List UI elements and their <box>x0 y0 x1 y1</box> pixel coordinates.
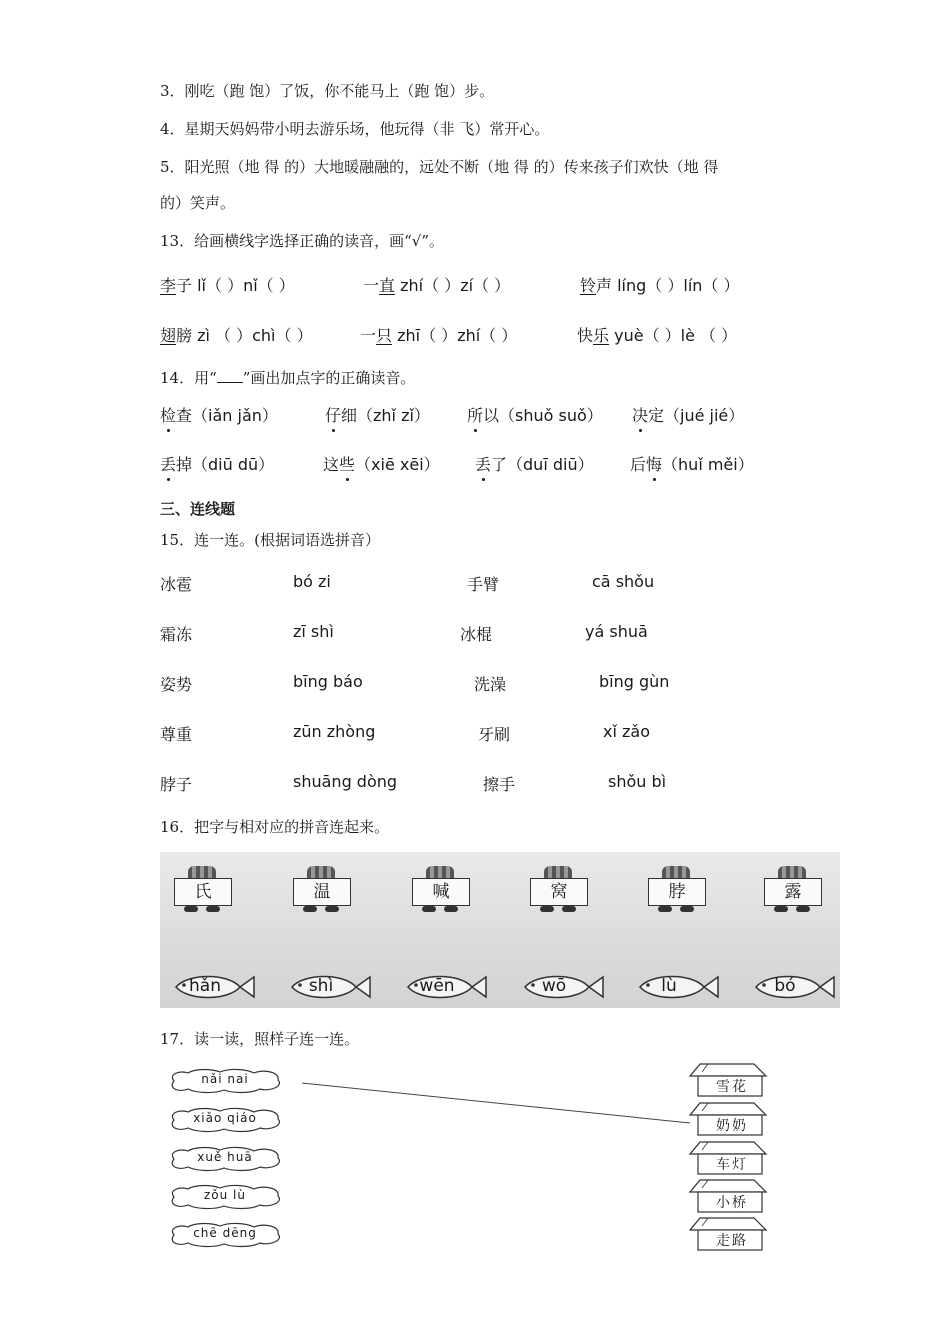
q13-item: 一直 zhí（ ）zí（ ） <box>363 276 511 295</box>
question-4: 4．星期天妈妈带小明去游乐场，他玩得（非 飞）常开心。 <box>160 120 550 138</box>
q15-word: 姿势 <box>160 675 193 694</box>
q13-item: 一只 zhī（ ）zhí（ ） <box>360 326 518 345</box>
q14-item: 这些（xiē xēi） <box>323 452 440 475</box>
q15-pinyin: bīng gùn <box>599 672 670 691</box>
q15-word: 尊重 <box>160 725 193 744</box>
section-3-heading: 三、连线题 <box>160 500 236 518</box>
cloud-pinyin: chē dēng <box>193 1226 257 1240</box>
q15-word: 牙刷 <box>478 725 511 744</box>
fish-pinyin: wēn <box>419 976 455 996</box>
cloud-pinyin: xuě huā <box>197 1150 253 1164</box>
q14-item: 后悔（huǐ měi） <box>630 452 754 475</box>
q14-item: 丢掉（diū dū） <box>160 452 274 475</box>
house-word: 小桥 <box>716 1195 748 1211</box>
q15-pinyin: cā shǒu <box>592 572 655 591</box>
question-3: 3．刚吃（跑 饱）了饭，你不能马上（跑 饱）步。 <box>160 82 495 100</box>
q13-item: 铃声 líng（ ）lín（ ） <box>580 276 740 295</box>
question-13-title: 13．给画横线字选择正确的读音，画“√”。 <box>160 232 444 250</box>
q15-pinyin: bó zi <box>293 572 331 591</box>
q15-pinyin: bīng báo <box>293 672 363 691</box>
fish-pinyin: hǎn <box>189 976 221 996</box>
house-word: 雪花 <box>716 1079 748 1095</box>
q14-item: 所以（shuǒ suǒ） <box>467 403 603 426</box>
sign-char: 露 <box>764 878 822 906</box>
question-17-title: 17．读一读，照样子连一连。 <box>160 1030 360 1048</box>
question-16-title: 16．把字与相对应的拼音连起来。 <box>160 818 390 836</box>
fish-pinyin: bó <box>774 976 796 996</box>
word-house <box>688 1178 768 1214</box>
sign-char: 脖 <box>648 878 706 906</box>
question-15-title: 15．连一连。(根据词语选拼音） <box>160 531 380 549</box>
question-14-title: 14．用“ ”画出加点字的正确读音。 <box>160 369 416 387</box>
word-house <box>688 1140 768 1176</box>
pinyin-cloud <box>166 1068 284 1094</box>
q15-pinyin: zī shì <box>293 622 334 641</box>
q14-item: 决定（jué jié） <box>632 403 744 426</box>
pinyin-cloud <box>166 1184 284 1210</box>
q15-word: 霜冻 <box>160 625 193 644</box>
fish-pinyin: shì <box>308 976 334 996</box>
q15-word: 脖子 <box>160 775 193 794</box>
q15-pinyin: shuāng dòng <box>293 772 398 791</box>
q13-item: 翅膀 zì （ ）chì（ ） <box>160 326 313 345</box>
q15-word: 冰雹 <box>160 575 193 594</box>
house-word: 走路 <box>716 1233 748 1249</box>
cloud-pinyin: zǒu lù <box>204 1188 246 1202</box>
q15-pinyin: xǐ zǎo <box>603 722 650 741</box>
q13-item: 快乐 yuè（ ）lè （ ） <box>577 326 738 345</box>
pinyin-cloud <box>166 1146 284 1172</box>
pinyin-cloud <box>166 1222 284 1248</box>
question-5-line-2: 的）笑声。 <box>160 194 236 212</box>
q15-word: 手臂 <box>467 575 500 594</box>
q15-pinyin: yá shuā <box>585 622 648 641</box>
sign-char: 窝 <box>530 878 588 906</box>
sign-char: 温 <box>293 878 351 906</box>
house-word: 车灯 <box>716 1157 748 1173</box>
word-house <box>688 1101 768 1137</box>
house-word: 奶奶 <box>716 1118 748 1134</box>
q14-item: 丢了（duī diū） <box>475 452 594 475</box>
cloud-pinyin: nǎi nai <box>201 1072 249 1086</box>
q15-pinyin: zūn zhòng <box>293 722 376 741</box>
sign-char: 氏 <box>174 878 232 906</box>
question-5-line-1: 5．阳光照（地 得 的）大地暖融融的，远处不断（地 得 的）传来孩子们欢快（地 得 <box>160 158 719 176</box>
q15-word: 冰棍 <box>460 625 493 644</box>
q15-pinyin: shǒu bì <box>608 772 667 791</box>
fish-pinyin: lù <box>661 976 677 996</box>
q13-item: 李子 lǐ（ ）nǐ（ ） <box>160 276 295 295</box>
q15-word: 擦手 <box>483 775 516 794</box>
word-house <box>688 1062 768 1098</box>
q14-item: 仔细（zhǐ zǐ） <box>325 403 430 426</box>
q14-item: 检查（iǎn jǎn） <box>160 403 278 426</box>
word-house <box>688 1216 768 1252</box>
pinyin-cloud <box>166 1107 284 1133</box>
q15-word: 洗澡 <box>474 675 507 694</box>
cloud-pinyin: xiǎo qiáo <box>193 1111 257 1125</box>
sign-char: 喊 <box>412 878 470 906</box>
fish-pinyin: wō <box>541 976 567 996</box>
